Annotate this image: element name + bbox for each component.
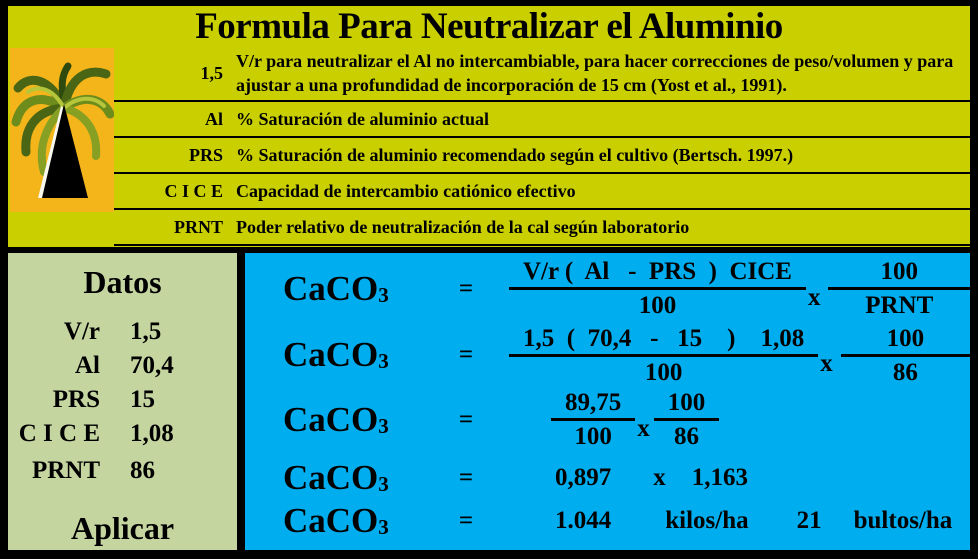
definition-label: 1,5 xyxy=(200,62,223,83)
multiply-sign: x xyxy=(807,283,821,311)
formula-panel xyxy=(245,253,970,550)
equals-sign: = xyxy=(458,274,474,302)
fraction-numerator: 89,75 xyxy=(551,388,635,421)
fraction-left xyxy=(509,324,818,387)
factor-value: 1,163 xyxy=(691,464,748,492)
formula-row-result xyxy=(245,500,970,542)
caco3-label: CaCO$_3$ xyxy=(283,335,389,375)
fraction-numerator: 100 xyxy=(828,257,970,290)
result-bultos-unit: bultos/ha xyxy=(853,506,953,534)
caco3-label: CaCO$_3$ xyxy=(283,268,389,308)
result-bultos-value: 21 xyxy=(796,506,822,534)
definition-text: % Saturación de aluminio recomendado según el cultivo (Bertsch. 1997.) xyxy=(236,145,794,165)
definition-label: C I C E xyxy=(164,180,223,201)
formula-row-product xyxy=(245,457,970,499)
equals-sign: = xyxy=(458,464,474,492)
definition-text: Poder relativo de neutralización de la cal según laboratorio xyxy=(236,217,690,237)
datos-value: 1,08 xyxy=(130,420,174,447)
palm-tree-icon xyxy=(10,48,114,212)
fraction-numerator: 100 xyxy=(841,324,970,357)
datos-row xyxy=(8,454,237,488)
fraction-denominator: 100 xyxy=(644,358,683,386)
datos-row xyxy=(8,315,237,349)
definition-text: Capacidad de intercambio catiónico efectivo xyxy=(236,181,576,201)
fraction-denominator: 100 xyxy=(574,423,612,451)
palm-tree-image xyxy=(10,48,114,212)
definition-row xyxy=(114,102,970,138)
datos-value: 1,5 xyxy=(130,318,162,345)
equals-sign: = xyxy=(458,341,474,369)
fraction-numerator: 1,5 ( 70,4 - 15 ) 1,08 xyxy=(509,324,818,357)
fraction-right xyxy=(841,324,970,387)
formula-row-simplified xyxy=(245,388,970,451)
fraction-denominator: 86 xyxy=(892,358,918,386)
datos-row xyxy=(8,349,237,383)
equals-sign: = xyxy=(458,405,474,433)
definition-row xyxy=(114,174,970,210)
result-kilos-value: 1.044 xyxy=(555,506,612,534)
datos-value: 70,4 xyxy=(130,352,174,379)
caco3-label: CaCO$_3$ xyxy=(283,458,389,498)
datos-footer-aplicar: Aplicar xyxy=(70,510,175,546)
definition-text: V/r para neutralizar el Al no intercambiable, para hacer correcciones de peso/volumen y para ajustar a una profundidad de incorporación de 15 cm (Yost et al., 1991). xyxy=(236,51,954,95)
fraction-denominator: 86 xyxy=(674,423,699,451)
definition-label: PRNT xyxy=(174,216,223,237)
datos-value: 15 xyxy=(130,386,155,413)
definition-text: % Saturación de aluminio actual xyxy=(236,109,490,129)
fraction-denominator: PRNT xyxy=(865,292,934,320)
header-body xyxy=(8,46,970,247)
fraction-numerator: 100 xyxy=(654,388,720,421)
definition-label: Al xyxy=(205,108,223,129)
datos-label: Al xyxy=(75,352,100,379)
multiply-sign: x xyxy=(637,414,650,442)
fraction-right xyxy=(654,388,720,451)
fraction-right xyxy=(828,257,970,320)
fraction-left xyxy=(509,257,806,320)
datos-label: PRNT xyxy=(31,457,100,484)
header-section xyxy=(8,6,970,247)
datos-row xyxy=(8,383,237,417)
caco3-label: CaCO$_3$ xyxy=(283,399,389,439)
caco3-label: CaCO$_3$ xyxy=(283,500,389,540)
multiply-sign: x xyxy=(653,464,666,492)
datos-row xyxy=(8,417,237,451)
equals-sign: = xyxy=(458,506,474,534)
formula-row-substituted xyxy=(245,323,970,389)
datos-title: Datos xyxy=(83,264,162,300)
multiply-sign: x xyxy=(820,350,833,378)
formula-row-symbolic xyxy=(245,255,970,323)
definitions-table xyxy=(114,46,970,247)
definition-label: PRS xyxy=(188,144,223,165)
definition-row xyxy=(114,210,970,246)
definition-row xyxy=(114,138,970,174)
definition-row xyxy=(114,46,970,102)
factor-value: 0,897 xyxy=(555,464,612,492)
fraction-left xyxy=(551,388,635,451)
datos-label: PRS xyxy=(52,386,100,413)
fraction-numerator: V/r ( Al - PRS ) CICE xyxy=(509,257,806,290)
result-kilos-unit: kilos/ha xyxy=(665,506,749,534)
datos-panel xyxy=(8,253,237,550)
datos-rows xyxy=(8,315,237,488)
page-title: Formula Para Neutralizar el Aluminio xyxy=(195,6,783,47)
datos-label: C I C E xyxy=(18,420,100,447)
fraction-denominator: 100 xyxy=(638,292,677,320)
datos-label: V/r xyxy=(63,318,100,345)
datos-value: 86 xyxy=(130,457,155,484)
